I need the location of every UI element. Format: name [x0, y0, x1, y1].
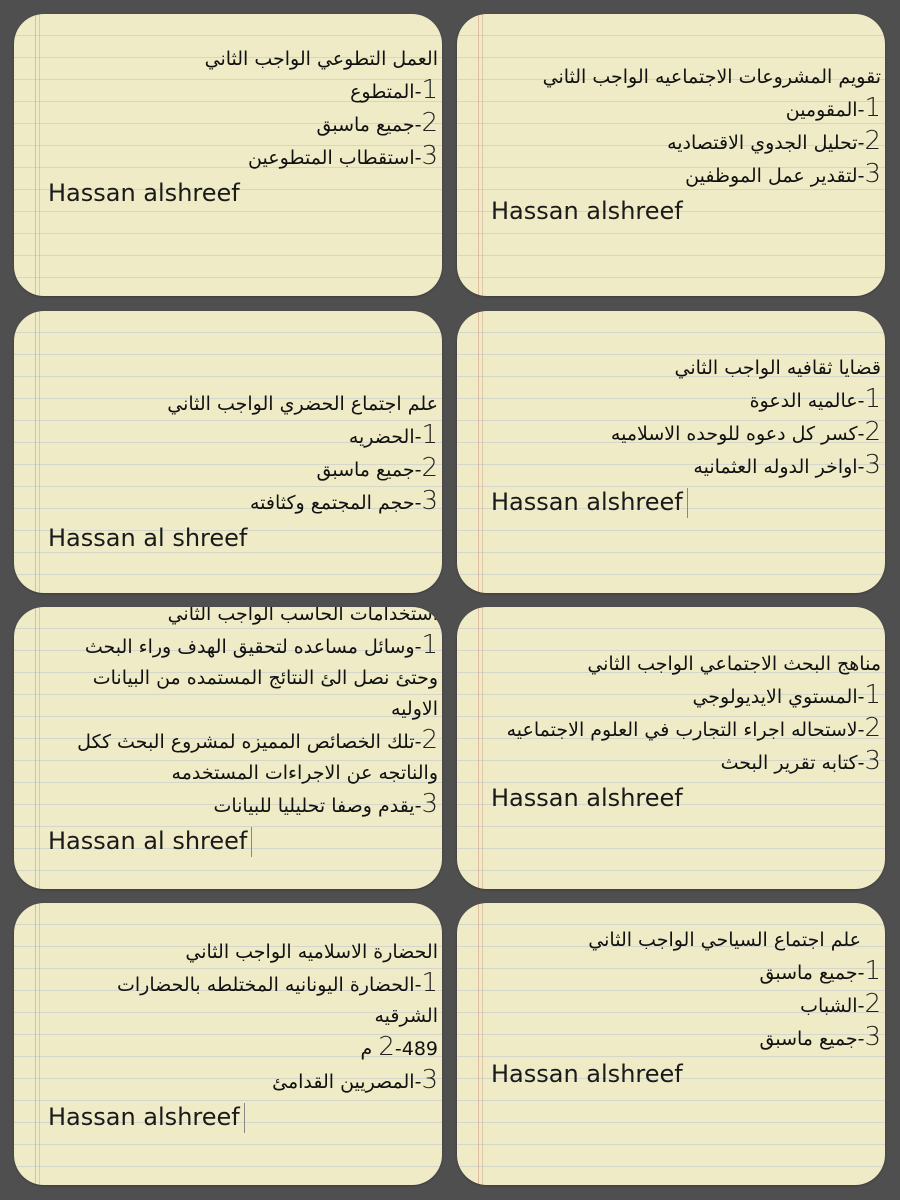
note-item: [491, 159, 881, 192]
item-number: 3: [421, 141, 438, 171]
note-item: [491, 93, 881, 126]
item-number: 3: [421, 789, 438, 819]
note-title: علم اجتماع الحضري الواجب الثاني: [167, 393, 438, 415]
note-item: [48, 725, 438, 789]
item-number: 1: [864, 680, 881, 710]
note-signature: [48, 1100, 438, 1134]
item-number: 3: [864, 159, 881, 189]
note-card-volunteer-work[interactable]: [14, 14, 442, 296]
item-text: -جميع ماسبق: [759, 962, 865, 984]
item-text: -الحضارة اليونانيه المختلطه بالحضارات الشرقيه: [116, 974, 438, 1027]
signature-text: Hassan alshreef: [491, 488, 683, 516]
item-number: 2: [378, 1032, 395, 1062]
item-number: 2: [864, 989, 881, 1019]
item-text: -جميع ماسبق: [316, 459, 422, 481]
item-text: -المستوي الايديولوجي: [692, 686, 865, 708]
item-text: -استقطاب المتطوعين: [248, 147, 422, 169]
item-number: 1: [421, 420, 438, 450]
note-card-research-methods[interactable]: [457, 607, 885, 889]
item-text: -يقدم وصفا تحليليا للبيانات: [213, 795, 422, 817]
note-item: [491, 1022, 881, 1055]
note-item: [48, 75, 438, 108]
note-item: [48, 453, 438, 486]
item-number: 2: [421, 453, 438, 483]
note-item: [48, 1065, 438, 1098]
item-number: 3: [864, 1022, 881, 1052]
note-title: الحضارة الاسلاميه الواجب الثاني: [185, 941, 438, 963]
note-item: [48, 630, 438, 725]
note-signature: [491, 485, 881, 519]
item-text: -تلك الخصائص المميزه لمشروع البحث ككل والناتجه عن الاجراءات المستخدمه: [77, 731, 438, 784]
item-text: -الشباب: [800, 995, 865, 1017]
note-item: [491, 126, 881, 159]
item-number: 1: [864, 384, 881, 414]
note-title: علم اجتماع السياحي الواجب الثاني: [588, 929, 861, 951]
item-text: -المصريين القدامئ: [272, 1071, 422, 1093]
item-text: -المتطوع: [350, 81, 422, 103]
note-signature: Hassan al shreef: [48, 524, 248, 552]
note-item: [491, 713, 881, 746]
item-text: -المقومين: [785, 99, 865, 121]
item-text: -حجم المجتمع وكثافته: [249, 492, 422, 514]
item-text: -الحضريه: [348, 426, 422, 448]
note-item: [48, 968, 438, 1032]
note-signature: Hassan alshreef: [491, 1060, 683, 1088]
note-item: [491, 956, 881, 989]
item-number: 1: [864, 956, 881, 986]
item-text: -اواخر الدوله العثمانيه: [693, 456, 865, 478]
item-text: -لاستحاله اجراء التجارب في العلوم الاجتماعيه: [506, 719, 865, 741]
note-item: [48, 420, 438, 453]
note-signature: [48, 824, 438, 858]
signature-text: Hassan alshreef: [48, 1103, 240, 1131]
note-card-cultural-issues[interactable]: [457, 311, 885, 593]
note-card-islamic-civilization[interactable]: [14, 903, 442, 1185]
text-cursor: [251, 827, 252, 857]
note-signature: Hassan alshreef: [491, 197, 683, 225]
item-number: 1: [421, 75, 438, 105]
item-text: -جميع ماسبق: [316, 114, 422, 136]
signature-text: Hassan al shreef: [48, 827, 248, 855]
item-number: 3: [421, 1065, 438, 1095]
note-item: [48, 1032, 438, 1065]
note-item: [48, 486, 438, 519]
item-text: -وسائل مساعده لتحقيق الهدف وراء البحث وحتئ نصل الئ النتائج المستمده من البيانات الاوليه: [84, 636, 438, 720]
item-number: 2: [864, 126, 881, 156]
note-item: [491, 989, 881, 1022]
item-text: -كتابه تقرير البحث: [720, 752, 865, 774]
note-title: تقويم المشروعات الاجتماعيه الواجب الثاني: [542, 66, 881, 88]
item-number: 1: [421, 968, 438, 998]
item-number: 1: [864, 93, 881, 123]
item-text: -جميع ماسبق: [759, 1028, 865, 1050]
text-cursor: [244, 1103, 245, 1133]
note-item: [491, 450, 881, 483]
item-number: 2: [421, 108, 438, 138]
note-signature: Hassan alshreef: [48, 179, 240, 207]
note-title: استخدامات الحاسب الواجب الثاني: [167, 607, 438, 625]
item-number: 2: [421, 725, 438, 755]
item-text: -489 م: [360, 1038, 438, 1060]
item-text: -تحليل الجدوي الاقتصاديه: [667, 132, 865, 154]
note-item: [491, 680, 881, 713]
item-number: 2: [864, 417, 881, 447]
item-number: 3: [421, 486, 438, 516]
note-signature: Hassan alshreef: [491, 784, 683, 812]
item-text: -لتقدير عمل الموظفين: [685, 165, 865, 187]
note-title: مناهج البحث الاجتماعي الواجب الثاني: [587, 653, 881, 675]
note-title: قضايا ثقافيه الواجب الثاني: [674, 357, 881, 379]
item-number: 2: [864, 713, 881, 743]
note-item: [48, 108, 438, 141]
note-card-project-evaluation[interactable]: [457, 14, 885, 296]
note-card-computer-uses[interactable]: [14, 607, 442, 889]
note-card-urban-sociology[interactable]: [14, 311, 442, 593]
note-item: [48, 789, 438, 822]
text-cursor: [687, 488, 688, 518]
item-number: 1: [421, 630, 438, 660]
note-item: [491, 417, 881, 450]
note-item: [491, 384, 881, 417]
note-item: [491, 746, 881, 779]
note-item: [48, 141, 438, 174]
item-number: 3: [864, 746, 881, 776]
note-card-tourism-sociology[interactable]: [457, 903, 885, 1185]
item-text: -عالميه الدعوة: [749, 390, 865, 412]
item-text: -كسر كل دعوه للوحده الاسلاميه: [610, 423, 865, 445]
note-title: العمل التطوعي الواجب الثاني: [204, 48, 438, 70]
item-number: 3: [864, 450, 881, 480]
